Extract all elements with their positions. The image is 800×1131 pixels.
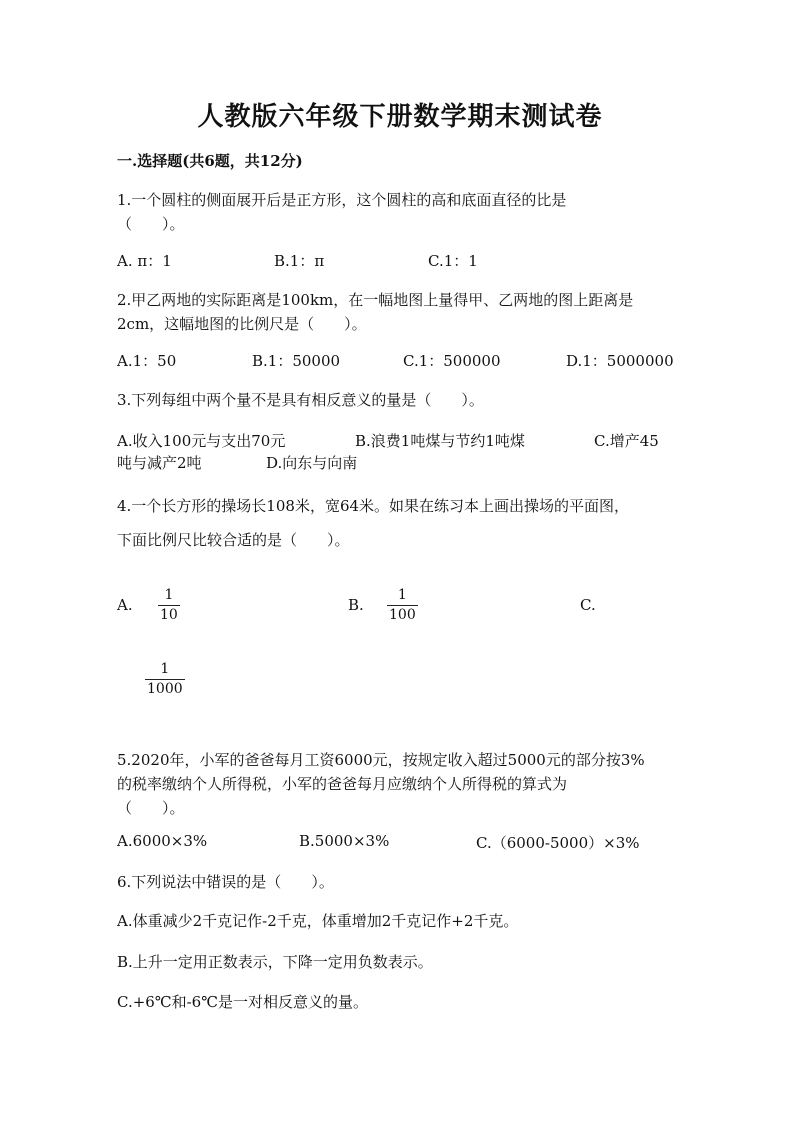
question-3-option-c: C.增产45 xyxy=(594,432,659,450)
question-5-option-a: A.6000×3% xyxy=(117,832,208,850)
question-5-line-2: 的税率缴纳个人所得税，小军的爸爸每月应缴纳个人所得税的算式为 xyxy=(117,775,568,793)
question-6-option-b: B.上升一定用正数表示，下降一定用负数表示。 xyxy=(117,953,433,971)
question-4-label-b: B. xyxy=(348,596,364,614)
question-3-option-c-cont: 吨与减产2吨 xyxy=(117,454,202,472)
fraction-denominator: 10 xyxy=(160,607,178,623)
question-1-option-b: B.1：π xyxy=(274,252,325,270)
question-5-option-c: C.（6000-5000）×3% xyxy=(476,834,640,852)
question-1-option-a: A. π：1 xyxy=(117,252,172,270)
question-6-option-c: C.+6℃和-6℃是一对相反意义的量。 xyxy=(117,993,368,1011)
question-2-option-a: A.1：50 xyxy=(117,352,177,370)
question-1 xyxy=(117,188,677,236)
question-4-fraction-a xyxy=(158,588,180,623)
fraction-denominator: 100 xyxy=(389,607,416,623)
question-3 xyxy=(117,388,677,412)
question-1-line-2: （ ）。 xyxy=(117,215,185,233)
question-2-option-b: B.1：50000 xyxy=(252,352,341,370)
question-1-line-1: 1.一个圆柱的侧面展开后是正方形，这个圆柱的高和底面直径的比是 xyxy=(117,191,567,209)
question-4-label-c: C. xyxy=(580,596,596,614)
question-6-line-1: 6.下列说法中错误的是（ ）。 xyxy=(117,873,334,891)
question-6 xyxy=(117,870,677,894)
fraction-numerator: 1 xyxy=(164,587,174,603)
question-4 xyxy=(117,489,677,557)
question-3-option-d: D.向东与向南 xyxy=(266,454,358,472)
question-4-fraction-c xyxy=(145,662,185,697)
question-2-option-d: D.1：5000000 xyxy=(566,352,674,370)
question-4-line-2: 下面比例尺比较合适的是（ ）。 xyxy=(117,531,350,549)
question-1-option-c: C.1：1 xyxy=(428,252,478,270)
question-2-line-1: 2.甲乙两地的实际距离是100km，在一幅地图上量得甲、乙两地的图上距离是 xyxy=(117,291,634,309)
question-5-line-3: （ ）。 xyxy=(117,799,185,817)
fraction-bar xyxy=(158,605,180,606)
question-5 xyxy=(117,748,677,820)
fraction-denominator: 1000 xyxy=(147,681,183,697)
question-3-option-b: B.浪费1吨煤与节约1吨煤 xyxy=(355,432,525,450)
question-2 xyxy=(117,288,677,336)
question-4-label-a: A. xyxy=(117,596,133,614)
question-3-line-1: 3.下列每组中两个量不是具有相反意义的量是（ ）。 xyxy=(117,391,484,409)
question-5-option-b: B.5000×3% xyxy=(299,832,390,850)
question-5-line-1: 5.2020年，小军的爸爸每月工资6000元，按规定收入超过5000元的部分按3% xyxy=(117,751,645,769)
question-4-line-1: 4.一个长方形的操场长108米，宽64米。如果在练习本上画出操场的平面图， xyxy=(117,497,630,515)
question-4-fraction-b xyxy=(387,588,418,623)
question-6-option-a: A.体重减少2千克记作-2千克，体重增加2千克记作+2千克。 xyxy=(117,912,519,930)
section-heading: 一.选择题(共6题，共12分) xyxy=(117,152,303,170)
fraction-bar xyxy=(387,605,418,606)
question-2-option-c: C.1：500000 xyxy=(403,352,501,370)
question-2-line-2: 2cm，这幅地图的比例尺是（ ）。 xyxy=(117,315,367,333)
fraction-bar xyxy=(145,679,185,680)
question-3-option-a: A.收入100元与支出70元 xyxy=(117,432,286,450)
fraction-numerator: 1 xyxy=(397,587,407,603)
fraction-numerator: 1 xyxy=(160,661,170,677)
page-title: 人教版六年级下册数学期末测试卷 xyxy=(197,102,603,132)
